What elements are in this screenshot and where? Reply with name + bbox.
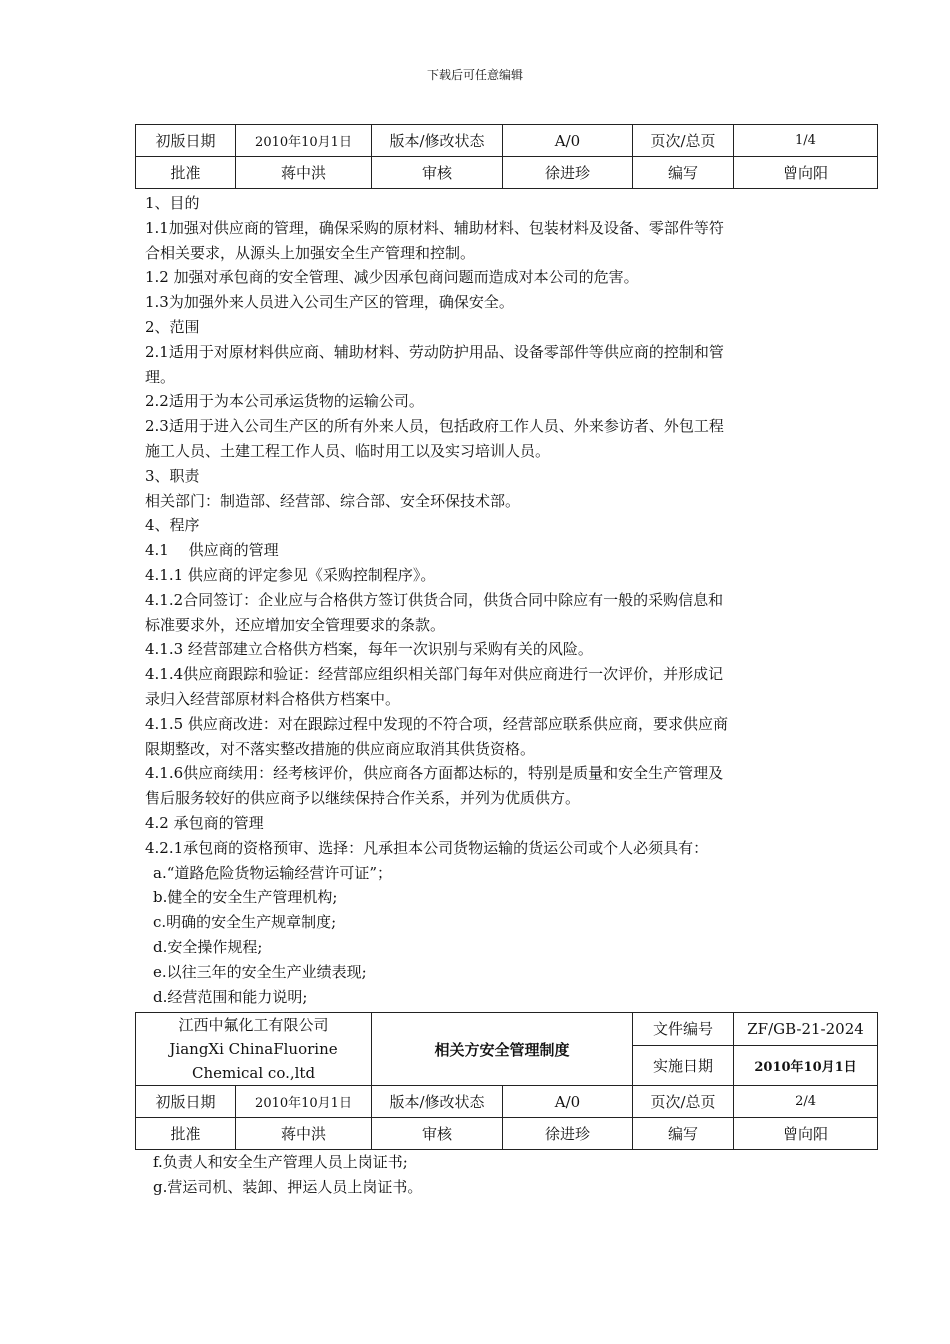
list-item: b.健全的安全生产管理机构; <box>153 888 338 907</box>
label-review: 审核 <box>372 157 503 189</box>
body-line: 2、范围 <box>145 317 200 336</box>
version: A/0 <box>503 125 633 157</box>
label-author: 编写 <box>633 157 734 189</box>
label-effective-date: 实施日期 <box>633 1045 734 1085</box>
body-line: 2.1适用于对原材料供应商、辅助材料、劳动防护用品、设备零部件等供应商的控制和管 <box>145 342 724 361</box>
label-review: 审核 <box>372 1118 503 1150</box>
page2-header-table <box>135 1012 878 1150</box>
company-name-cn: 江西中氟化工有限公司 <box>178 1016 329 1034</box>
body-line: 4.1.1 供应商的评定参见《采购控制程序》。 <box>145 565 436 584</box>
document-body-page2 <box>145 1150 825 1200</box>
body-line: 1.1加强对供应商的管理，确保采购的原材料、辅助材料、包装材料及设备、零部件等符 <box>145 218 724 237</box>
meta-row-1 <box>136 125 878 157</box>
body-line: 理。 <box>145 367 176 386</box>
label-page: 页次/总页 <box>633 1086 734 1118</box>
body-line: 合相关要求，从源头上加强安全生产管理和控制。 <box>145 243 476 262</box>
document-title: 相关方安全管理制度 <box>372 1013 633 1086</box>
header-row-1 <box>136 1013 878 1046</box>
approver: 蒋中洪 <box>236 1118 372 1150</box>
meta-row-2 <box>136 157 878 189</box>
body-line: 2.2适用于为本公司承运货物的运输公司。 <box>145 392 424 411</box>
list-item: f.负责人和安全生产管理人员上岗证书; <box>153 1153 408 1171</box>
label-initial-date: 初版日期 <box>136 125 236 157</box>
company-name-cell <box>136 1013 372 1086</box>
label-version: 版本/修改状态 <box>372 125 503 157</box>
header-row-3 <box>136 1086 878 1118</box>
body-line: 4.1.3 经营部建立合格供方档案，每年一次识别与采购有关的风险。 <box>145 640 593 659</box>
body-line: 4.1 供应商的管理 <box>145 541 279 560</box>
list-item: d.经营范围和能力说明; <box>153 987 308 1006</box>
effective-date: 2010年10月1日 <box>734 1045 878 1085</box>
body-line: 相关部门：制造部、经营部、综合部、安全环保技术部。 <box>145 491 521 510</box>
body-line: 4.1.5 供应商改进：对在跟踪过程中发现的不符合项，经营部应联系供应商，要求供应商 <box>145 714 728 733</box>
reviewer: 徐进珍 <box>503 157 633 189</box>
body-line: 3、职责 <box>145 466 200 485</box>
body-line: 4.2 承包商的管理 <box>145 813 264 832</box>
page-number: 1/4 <box>734 125 878 157</box>
approver: 蒋中洪 <box>236 157 372 189</box>
company-name-en: JiangXi ChinaFluorine Chemical co.,ltd <box>169 1040 338 1082</box>
body-line: 2.3适用于进入公司生产区的所有外来人员，包括政府工作人员、外来参访者、外包工程 <box>145 417 724 436</box>
version: A/0 <box>503 1086 633 1118</box>
body-line: 标准要求外，还应增加安全管理要求的条款。 <box>145 615 446 634</box>
list-item: d.安全操作规程; <box>153 937 263 956</box>
body-line: 施工人员、土建工程工作人员、临时用工以及实习培训人员。 <box>145 441 551 460</box>
author: 曾向阳 <box>734 157 878 189</box>
list-item: g.营运司机、装卸、押运人员上岗证书。 <box>153 1177 423 1196</box>
list-item: c.明确的安全生产规章制度; <box>153 913 337 932</box>
label-page: 页次/总页 <box>633 125 734 157</box>
header-row-4 <box>136 1118 878 1150</box>
label-author: 编写 <box>633 1118 734 1150</box>
list-item: a.“道路危险货物运输经营许可证”； <box>153 863 393 882</box>
body-line: 售后服务较好的供应商予以继续保持合作关系，并列为优质供方。 <box>145 789 581 808</box>
list-item: e.以往三年的安全生产业绩表现; <box>153 962 367 981</box>
label-approve: 批准 <box>136 157 236 189</box>
body-line: 4.1.4供应商跟踪和验证：经营部应组织相关部门每年对供应商进行一次评价，并形成记 <box>145 665 724 684</box>
body-line: 录归入经营部原材料合格供方档案中。 <box>145 689 401 708</box>
initial-date: 2010年10月1日 <box>236 1086 372 1118</box>
body-line: 1.2 加强对承包商的安全管理、减少因承包商问题而造成对本公司的危害。 <box>145 268 639 287</box>
body-line: 1、目的 <box>145 194 200 212</box>
page1-meta-table <box>135 124 878 189</box>
reviewer: 徐进珍 <box>503 1118 633 1150</box>
document-body <box>145 191 825 1009</box>
author: 曾向阳 <box>734 1118 878 1150</box>
body-line: 4.1.2合同签订：企业应与合格供方签订供货合同，供货合同中除应有一般的采购信息和 <box>145 590 724 609</box>
body-line: 4.1.6供应商续用：经考核评价，供应商各方面都达标的，特别是质量和安全生产管理及 <box>145 764 724 783</box>
doc-number: ZF/GB-21-2024 <box>734 1013 878 1046</box>
body-line: 1.3为加强外来人员进入公司生产区的管理，确保安全。 <box>145 293 514 312</box>
page-number: 2/4 <box>734 1086 878 1118</box>
label-initial-date: 初版日期 <box>136 1086 236 1118</box>
label-approve: 批准 <box>136 1118 236 1150</box>
body-line: 限期整改，对不落实整改措施的供应商应取消其供货资格。 <box>145 739 536 758</box>
body-line: 4、程序 <box>145 516 200 535</box>
body-line: 4.2.1承包商的资格预审、选择：凡承担本公司货物运输的货运公司或个人必须具有： <box>145 838 709 857</box>
initial-date: 2010年10月1日 <box>236 125 372 157</box>
label-doc-no: 文件编号 <box>633 1013 734 1046</box>
header-note: 下载后可任意编辑 <box>426 68 523 82</box>
label-version: 版本/修改状态 <box>372 1086 503 1118</box>
